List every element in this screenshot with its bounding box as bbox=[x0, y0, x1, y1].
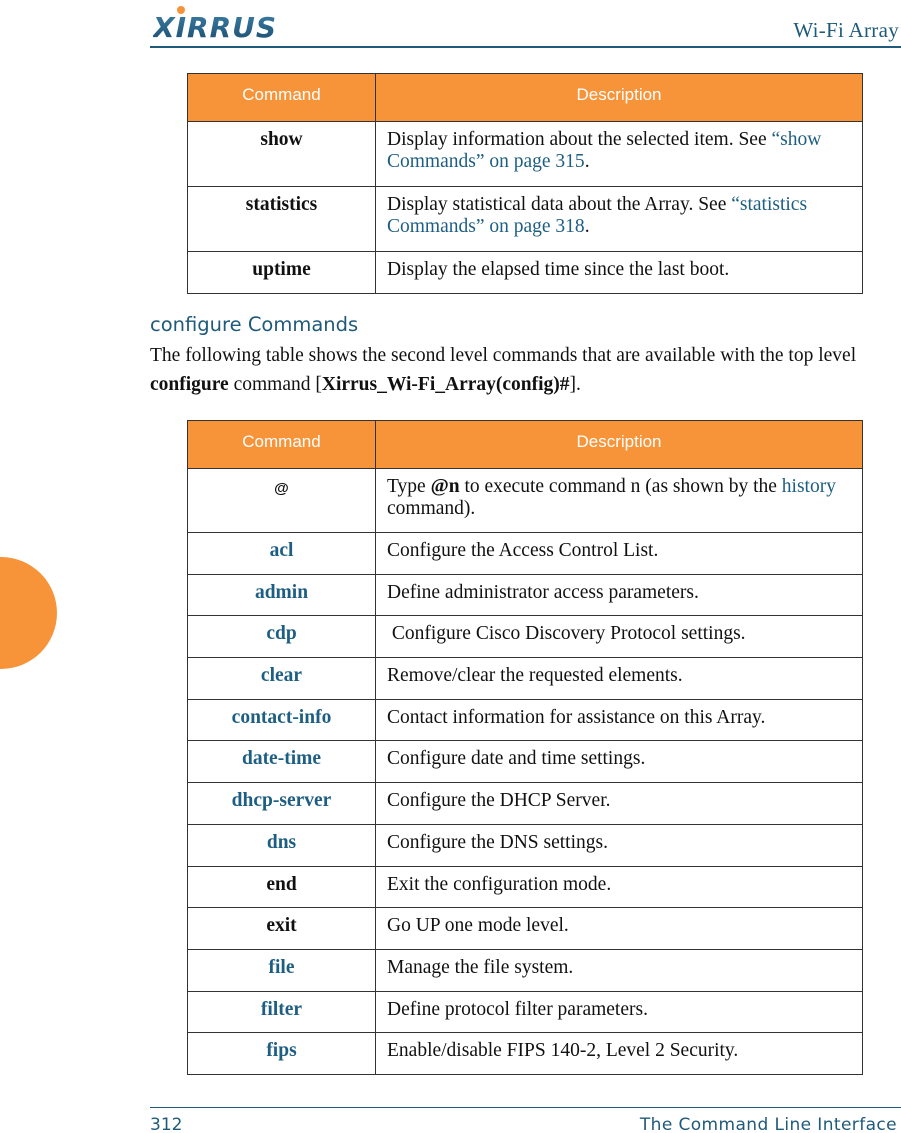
command-cell[interactable]: fips bbox=[188, 1033, 376, 1075]
table-row bbox=[188, 783, 863, 825]
description-cell: Go UP one mode level. bbox=[376, 908, 863, 950]
command-cell: end bbox=[188, 866, 376, 908]
cross-reference-link[interactable]: “show Commands” on page 315 bbox=[387, 129, 822, 172]
col-header-command: Command bbox=[188, 74, 376, 122]
command-cell[interactable]: dns bbox=[188, 824, 376, 866]
xirrus-logo bbox=[153, 6, 303, 40]
command-cell[interactable]: filter bbox=[188, 991, 376, 1033]
command-cell: @ bbox=[188, 469, 376, 533]
description-cell: Contact information for assistance on this Array. bbox=[376, 699, 863, 741]
section-intro: The following table shows the second level commands that are available with the top level configure command [Xirrus_Wi-Fi_Array(config)#]. bbox=[150, 345, 857, 395]
command-cell: exit bbox=[188, 908, 376, 950]
command-cell[interactable]: date-time bbox=[188, 741, 376, 783]
description-cell: Manage the file system. bbox=[376, 949, 863, 991]
footer-rule bbox=[150, 1107, 901, 1108]
table-row bbox=[188, 658, 863, 700]
command-cell: statistics bbox=[188, 187, 376, 252]
description-cell: Type @n to execute command n (as shown by the history command). bbox=[376, 469, 863, 533]
table-row bbox=[188, 616, 863, 658]
command-cell[interactable]: contact-info bbox=[188, 699, 376, 741]
description-cell: Configure the DNS settings. bbox=[376, 824, 863, 866]
col-header-description: Description bbox=[376, 421, 863, 469]
table-row bbox=[188, 866, 863, 908]
table-row bbox=[188, 574, 863, 616]
description-cell: Configure the Access Control List. bbox=[376, 533, 863, 575]
commands-table-top bbox=[187, 73, 863, 294]
command-cell[interactable]: admin bbox=[188, 574, 376, 616]
description-cell: Enable/disable FIPS 140-2, Level 2 Security. bbox=[376, 1033, 863, 1075]
table-row bbox=[188, 699, 863, 741]
table-row bbox=[188, 991, 863, 1033]
table-row bbox=[188, 908, 863, 950]
footer-chapter-title: The Command Line Interface bbox=[639, 1115, 897, 1133]
col-header-command: Command bbox=[188, 421, 376, 469]
description-cell: Configure Cisco Discovery Protocol settings. bbox=[376, 616, 863, 658]
description-cell: Display statistical data about the Array. See “statistics Commands” on page 318. bbox=[376, 187, 863, 252]
command-cell: show bbox=[188, 122, 376, 187]
section-heading: configure Commands bbox=[150, 313, 359, 336]
table-row bbox=[188, 469, 863, 533]
description-cell: Display information about the selected item. See “show Commands” on page 315. bbox=[376, 122, 863, 187]
description-cell: Display the elapsed time since the last boot. bbox=[376, 252, 863, 294]
command-cell[interactable]: cdp bbox=[188, 616, 376, 658]
description-cell: Configure date and time settings. bbox=[376, 741, 863, 783]
table-row bbox=[188, 741, 863, 783]
description-cell: Exit the configuration mode. bbox=[376, 866, 863, 908]
logo-text: XIRRUS bbox=[153, 11, 278, 40]
description-cell: Configure the DHCP Server. bbox=[376, 783, 863, 825]
table-row bbox=[188, 122, 863, 187]
chapter-side-tab bbox=[0, 557, 57, 669]
command-cell[interactable]: file bbox=[188, 949, 376, 991]
command-cell[interactable]: clear bbox=[188, 658, 376, 700]
command-cell[interactable]: acl bbox=[188, 533, 376, 575]
description-cell: Define protocol filter parameters. bbox=[376, 991, 863, 1033]
command-cell[interactable]: dhcp-server bbox=[188, 783, 376, 825]
doc-title: Wi-Fi Array bbox=[793, 18, 899, 42]
history-link[interactable]: history bbox=[781, 476, 836, 497]
table-row bbox=[188, 949, 863, 991]
table-row bbox=[188, 1033, 863, 1075]
table-row bbox=[188, 252, 863, 294]
table-row bbox=[188, 533, 863, 575]
cross-reference-link[interactable]: “statistics Commands” on page 318 bbox=[387, 194, 808, 237]
col-header-description: Description bbox=[376, 74, 863, 122]
configure-commands-table bbox=[187, 420, 863, 1075]
table-row bbox=[188, 824, 863, 866]
header-rule bbox=[150, 46, 901, 48]
description-cell: Remove/clear the requested elements. bbox=[376, 658, 863, 700]
command-cell: uptime bbox=[188, 252, 376, 294]
table-row bbox=[188, 187, 863, 252]
description-cell: Define administrator access parameters. bbox=[376, 574, 863, 616]
page-number: 312 bbox=[150, 1115, 183, 1133]
